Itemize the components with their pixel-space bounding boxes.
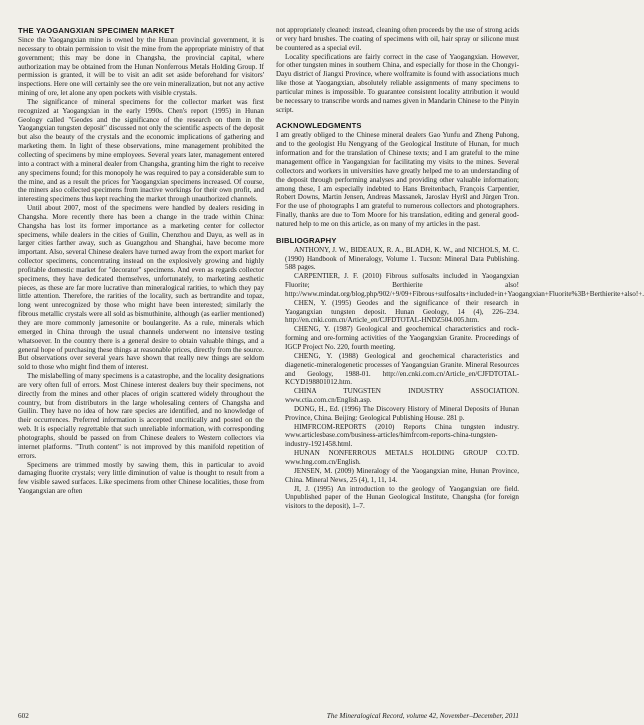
reference-item: JENSEN, M. (2009) Mineralogy of the Yaogangxian mine, Hunan Province, China. Mineral News, 25 (4), 1, 11, 14.	[285, 466, 519, 484]
reference-item: CHENG, Y. (1988) Geological and geochemical characteristics and diagenetic-mineralogenetic processes of Yaogangxian Granite. Mineral Resources and Geology, 1988-01. http://en.cnki.com.cn/Article_en/CJFDTOTAL-KCYD198801012.htm.	[285, 351, 519, 387]
reference-item: JI, J. (1995) An introduction to the geology of Yaogangxian ore field. Unpublished paper of the Hunan Geological Institute, Changsha (for foreign visitors to the deposit), 1–7.	[285, 484, 519, 511]
reference-item: CHINA TUNGSTEN INDUSTRY ASSOCIATION. www.ctia.com.cn/English.asp.	[285, 387, 519, 405]
paragraph: The mislabelling of many specimens is a catastrophe, and the locality designations are very often full of errors. Most Chinese interest dealers buy their specimens, not directly from the mines and other places of origin scattered widely throughout the country, but from distributors in the large wholesaling centers of Changsha and Guilin. They have no idea of how rare species are identified, and no knowledge of their occurrences. Preferred information is accepted uncritically and posted on the web. It is especially regrettable that such unreliable information, with corresponding photographs, should be passed on from Chinese dealers to Western collectors via internet platforms. "Truth content" is not improved by this manifold repetition of errors.	[18, 372, 264, 460]
paragraph: The significance of mineral specimens for the collector market was first recognized at Yaogangxian in the early 1990s. Chen's report (1995) in Hunan Geology called "Geodes and the significance of the research on them in the Yaogangxian tungsten deposit" discussed not only the scientific aspects of the deposit but also the beauty of the crystals and the economic implications of gathering and marketing them. In light of these observations, mine management prohibited the collecting of specimens by mine employees. Several years later, management entered into a contract with a mineral dealer from Changsha, granting him the right to receive any specimens found; for this monopoly he was required to pay a considerable sum to the mine, and as a result the prices for Yaogangxian specimens increased. Of course, the miners also collected specimens from inactive workings for their own profit, and interesting specimens thus kept reaching the market through unauthorized channels.	[18, 97, 264, 204]
paragraph: not appropriately cleaned: instead, cleaning often proceeds by the use of strong acids or very hard brushes. The coating of specimens with oil, hair spray or silicone must be countered as a special evil.	[276, 26, 519, 52]
reference-item: CHEN, Y. (1995) Geodes and the significance of their research in Yaogangxian tungsten deposit. Hunan Geology, 14 (4), 226–234. http://en.cnki.com.cn/Article_en/CJFDTOTAL-HNDZ504.005.htm.	[285, 298, 519, 325]
section-heading-specimen-market: THE YAOGANGXIAN SPECIMEN MARKET	[18, 26, 175, 35]
paragraph: Specimens are trimmed mostly by sawing them, this in particular to avoid damaging fluorite crystals; very little diminution of value is thought to result from a few visible sawed surfaces. Like specimens from other Chinese localities, those from Yaogangxian are often	[18, 460, 264, 496]
paragraph: Until about 2007, most of the specimens were handled by dealers residing in Changsha. More recently there has been a change in the trade within China: Changsha has lost its former importance as a marketing center for collector specimens, while dealers in the cities of Guilin, Chenzhou and Dayu, as well as in larger cities farther away, such as Guangzhou and Shanghai, have become more important. Also, several Chinese dealers have turned away from the export market for collector specimens, concentrating instead on the explosively growing and highly profitable domestic market for "decorator" specimens. And even as regards collector specimens, they have dedicated themselves, unfortunately, to marketing aesthetic pieces, as these are far more lucrative than mineralogical rarities, to which they pay little attention. Therefore, the rarities of the locality, such as bertrandite and topaz, long went unrecognized by those who might have been interested; similarly the fibrous metallic crystals were all sold as bismuthinite, although (as earlier mentioned) they are more commonly jamesonite or boulangerite. As a rule, minerals which emerged in China through the usual channels underwent no intensive testing whatsoever. In the country there is a general desire to obtain valuable things, and a general hope of purchasing these things at reasonable prices, directly from the source. But observations over several years have shown that really new things are seldom sold to those who might find them of interest.	[18, 204, 264, 372]
reference-list	[276, 245, 644, 511]
section-heading-bibliography: BIBLIOGRAPHY	[276, 235, 337, 245]
journal-citation: The Mineralogical Record, volume 42, November–December, 2011	[326, 712, 519, 720]
left-column	[18, 26, 264, 496]
reference-item: CHENG, Y. (1987) Geological and geochemical characteristics and rock-forming and ore-forming activities of the Yaogangxian Granite. Proceedings of IGCP Project No. 220, fourth meeting.	[285, 325, 519, 351]
section-heading-acknowledgments: ACKNOWLEDGMENTS	[276, 121, 362, 131]
reference-item: ANTHONY, J. W., BIDEAUX, R. A., BLADH, K. W., and NICHOLS, M. C. (1990) Handbook of Mineralogy, Volume 1. Tucson: Mineral Data Publishing. 588 pages.	[285, 245, 519, 272]
page-footer	[18, 711, 519, 721]
reference-item: CARPENTIER, J. F. (2010) Fibrous sulfosalts included in Yaogangxian Fluorite; Berthierite also! http://www.mindat.org/blog.php/902/+9/09+Fibrous+sulfosalts+included+in+Yaogangxian+Fluorite%3B+Berthierite+also!+.	[285, 272, 644, 298]
reference-item: DONG, H., Ed. (1996) The Discovery History of Mineral Deposits of Hunan Province, China. Beijing: Geological Publishing House. 281 p.	[285, 404, 519, 422]
page-number: 602	[18, 712, 29, 720]
paragraph: Since the Yaogangxian mine is owned by the Hunan provincial government, it is necessary to obtain permission to visit the mine from the appropriate ministry of that government; this may be done in Changsha, the provincial capital, where authorization may be obtained from the Hunan Nonferrous Metals Holding Group. If permission is granted, it will be to visit an adit set aside beforehand for visitors' inspections. Here one will certainly see the ore vein mineralization, but not any active mining of ore, let alone any open pockets with visible crystals.	[18, 36, 264, 98]
acknowledgments-text: I am greatly obliged to the Chinese mineral dealers Gao Yunfu and Zheng Puhong, and to the geologist Hu Nengyang of the Geological Institute of Hunan, for much information and for the translation of Chinese texts; and I am grateful to the mine management office in Yaogangxian for facilitating my visits to the mines. Several collectors and workers in universities have greatly helped me to an understanding of the deposit through performing analyses and providing other valuable information; among these, I am especially indebted to Hans Breitenbach, François Carpentier, Robert Downs, Martin Jensen, Andreas Massanek, Jaroslav Hyršl and Jürgen Tron. For the use of photographs I am grateful to numerous collectors and photographers. Finally, thanks are due to Tom Moore for his translation, editing and general good-natured help to me on this article, as on many of my articles in the past.	[276, 131, 519, 228]
reference-item: HUNAN NONFERROUS METALS HOLDING GROUP CO.TD. www.hng.com.cn/English.	[285, 449, 519, 466]
paragraph: Locality specifications are fairly correct in the case of Yaogangxian. However, for other tungsten mines in southern China, and especially for those in the Chongyi-Dayu district of Jiangxi Province, where wolframite is found with associations much like those at Yaogangxian, absolutely reliable assignments of many specimens to particular mines is impossible. To guarantee consistent locality attribution it would be necessary to transcribe words and names given in Mandarin Chinese to the Pinyin script.	[276, 52, 519, 114]
right-column	[276, 26, 644, 511]
reference-item: HIMFRCOM-REPORTS (2010) Reports China tungsten industry. www.articlesbase.com/business-articles/himfrcom-reports-china-tungsten-industry-1921458.html.	[285, 422, 519, 449]
